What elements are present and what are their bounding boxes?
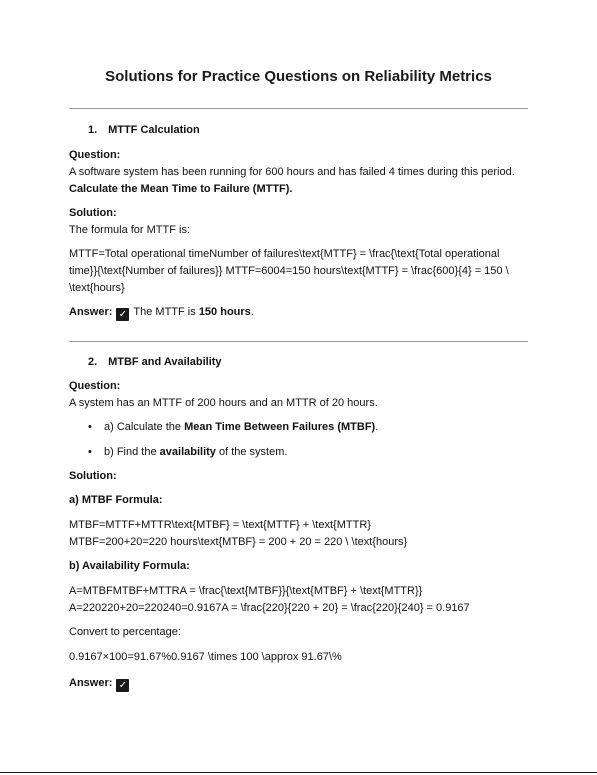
availability-heading: b) Availability Formula:	[69, 560, 190, 572]
question-text: A software system has been running for 600 hours and has failed 4 times during this period.	[69, 166, 515, 178]
formula-line: A=220220+20=220240=0.9167A = \frac{220}{220 + 20} = \frac{220}{240} = 0.9167	[69, 602, 470, 614]
bullet-b-bold: availability	[159, 446, 216, 458]
check-icon: ✓	[116, 308, 129, 321]
formula-line: MTTF=Total operational timeNumber of failures\text{MTTF} = \frac{\text{Total operational	[69, 248, 500, 260]
bullet-a-suffix: .	[375, 421, 379, 433]
bullet-b-prefix: b) Find the	[104, 446, 157, 458]
section-title: MTBF and Availability	[108, 356, 222, 368]
answer-prefix: The MTTF is	[133, 306, 196, 318]
answer-line	[69, 306, 254, 321]
section-number: 1.	[88, 124, 98, 136]
page-bottom-border	[0, 772, 597, 773]
bullet-a-bold: Mean Time Between Failures (MTBF)	[184, 421, 376, 433]
section-1-heading	[88, 124, 200, 137]
section-title: MTTF Calculation	[108, 124, 200, 136]
divider	[69, 108, 528, 109]
question-label: Question:	[69, 380, 121, 392]
answer-label: Answer:	[69, 677, 113, 689]
answer-line	[69, 677, 133, 692]
percent-line: 0.9167×100=91.67%0.9167 \times 100 \approx 91.67\%	[69, 651, 342, 663]
formula-line: time}}{\text{Number of failures}} MTTF=6004=150 hours\text{MTTF} = \frac{600}{4} = 150 \	[69, 265, 509, 277]
solution-label: Solution:	[69, 207, 117, 219]
formula-intro: The formula for MTTF is:	[69, 224, 191, 236]
divider	[69, 341, 528, 342]
answer-suffix: .	[250, 306, 254, 318]
formula-line: \text{hours}	[69, 282, 125, 294]
question-instruction: Calculate the Mean Time to Failure (MTTF).	[69, 183, 293, 195]
solution-label: Solution:	[69, 470, 117, 482]
page-title: Solutions for Practice Questions on Reliability Metrics	[105, 68, 492, 85]
question-text: A system has an MTTF of 200 hours and an MTTR of 20 hours.	[69, 397, 378, 409]
answer-value: 150 hours	[198, 306, 251, 318]
section-number: 2.	[88, 356, 98, 368]
convert-label: Convert to percentage:	[69, 626, 181, 638]
formula-line: MTBF=MTTF+MTTR\text{MTBF} = \text{MTTF} + \text{MTTR}	[69, 519, 371, 531]
check-icon: ✓	[116, 679, 129, 692]
mtbf-heading: a) MTBF Formula:	[69, 494, 163, 506]
formula-line: MTBF=200+20=220 hours\text{MTBF} = 200 + 20 = 220 \ \text{hours}	[69, 536, 408, 548]
bullet-a-prefix: a) Calculate the	[104, 421, 182, 433]
section-2-heading	[88, 356, 222, 369]
list-item: • b) Find the availability of the system.	[88, 446, 288, 458]
formula-line: A=MTBFMTBF+MTTRA = \frac{\text{MTBF}}{\text{MTBF} + \text{MTTR}}	[69, 585, 423, 597]
bullet-b-suffix: of the system.	[218, 446, 288, 458]
answer-label: Answer:	[69, 306, 113, 318]
list-item: • a) Calculate the Mean Time Between Failures (MTBF).	[88, 421, 379, 433]
question-label: Question:	[69, 149, 121, 161]
